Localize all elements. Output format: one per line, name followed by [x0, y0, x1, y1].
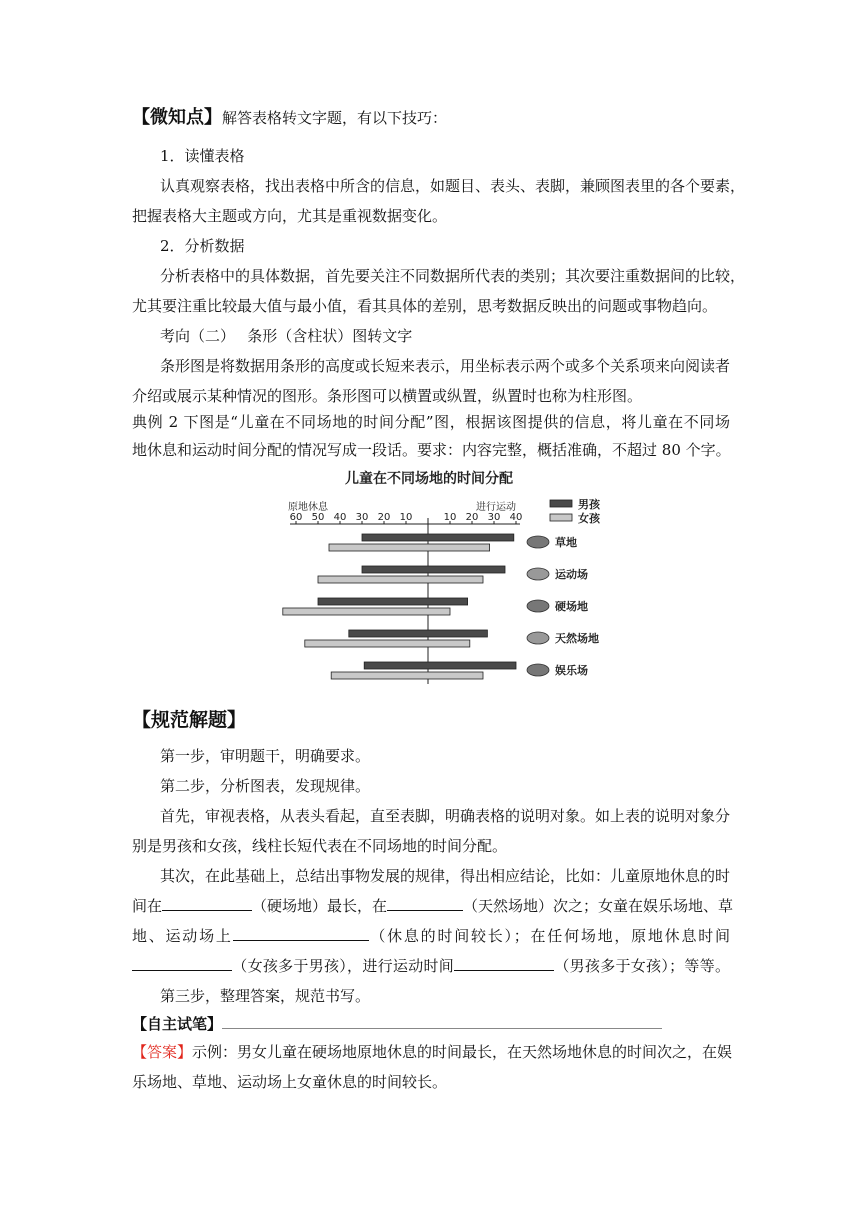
- category-label: 娱乐场: [555, 664, 588, 677]
- second-text-3b: （休息的时间较长）；在任何场地，原地休息时间: [368, 927, 730, 945]
- item1-title: 1．读懂表格: [160, 147, 245, 165]
- weizhidian-intro-line: [132, 108, 732, 128]
- item2-text-2: 尤其要注重比较最大值与最小值，看其具体的差别，思考数据反映出的问题或事物趋向。: [132, 297, 718, 315]
- bar-boy: [362, 534, 514, 541]
- answer-text-1: 示例：男女儿童在硬场地原地休息的时间最长，在天然场地休息的时间次之，在娱: [192, 1043, 733, 1061]
- category-label: 运动场: [555, 568, 588, 581]
- legend-swatch: [550, 514, 572, 521]
- bar-boy: [362, 566, 505, 573]
- chart-title: 儿童在不同场地的时间分配: [345, 471, 513, 487]
- category-labels: [527, 535, 599, 677]
- legend: [550, 497, 601, 525]
- item2-title: 2．分析数据: [160, 237, 245, 255]
- kaoxiang-heading: 考向（二） 条形（含柱状）图转文字: [160, 327, 413, 345]
- legend-label: 女孩: [578, 512, 600, 525]
- right-axis-label: 进行运动: [476, 502, 516, 513]
- answer-blank-4[interactable]: [132, 956, 232, 971]
- second-text-2a: 间在: [132, 897, 163, 915]
- zizhu-label: 【自主试笔】: [132, 1015, 223, 1033]
- bar-girl: [305, 640, 470, 647]
- second-text-2b: （硬场地）最长，在: [252, 897, 388, 915]
- category-label: 草地: [555, 536, 577, 549]
- bar-girl: [331, 672, 483, 679]
- hard-court-icon: [527, 600, 549, 612]
- tick-label: 20: [377, 512, 391, 523]
- second-text-4: [132, 956, 730, 976]
- zizhu-line: [132, 1014, 732, 1034]
- natural-field-icon: [527, 632, 549, 644]
- second-text-3: [132, 926, 730, 946]
- example-line-1: 典例 2 下图是“儿童在不同场地的时间分配”图，根据该图提供的信息，将儿童在不同场: [132, 413, 730, 431]
- guifan-heading: 【规范解题】: [132, 709, 247, 731]
- bar-girl: [283, 608, 450, 615]
- grass-icon: [527, 536, 549, 548]
- tick-label: 30: [487, 512, 501, 523]
- tick-label: 60: [289, 512, 303, 523]
- playground-icon: [527, 664, 549, 676]
- tick-label: 30: [355, 512, 369, 523]
- answer-line-1: [132, 1042, 733, 1062]
- legend-label: 男孩: [578, 498, 600, 511]
- category-label: 硬场地: [555, 600, 588, 613]
- tick-label: 10: [443, 512, 457, 523]
- zizhu-write-line[interactable]: [222, 1018, 662, 1029]
- item2-text-1: 分析表格中的具体数据，首先要关注不同数据所代表的类别；其次要注重数据间的比较，: [160, 267, 746, 285]
- step3: 第三步，整理答案，规范书写。: [160, 987, 371, 1005]
- bar-intro-1: 条形图是将数据用条形的高度或长短来表示，用坐标表示两个或多个关系项来向阅读者: [160, 357, 731, 375]
- bars-group: [283, 534, 516, 679]
- left-axis-label: 原地休息: [288, 502, 328, 513]
- answer-tag: 【答案】: [132, 1043, 193, 1061]
- sports-field-icon: [527, 568, 549, 580]
- guifan-heading-line: [132, 710, 732, 731]
- item1-text-1: 认真观察表格，找出表格中所含的信息，如题目、表头、表脚，兼顾图表里的各个要素，: [160, 177, 746, 195]
- tick-label: 10: [399, 512, 413, 523]
- second-text-1: 其次，在此基础上，总结出事物发展的规律，得出相应结论，比如：儿童原地休息的时: [160, 867, 731, 885]
- answer-blank-3[interactable]: [233, 926, 369, 941]
- answer-blank-2[interactable]: [387, 896, 463, 911]
- answer-blank-1[interactable]: [162, 896, 252, 911]
- second-text-4c: （男孩多于女孩）；等等。: [554, 957, 730, 975]
- example-line-2: 地休息和运动时间分配的情况写成一段话。要求：内容完整，概括准确，不超过 80 个字。: [132, 441, 731, 459]
- answer-line-2: 乐场地、草地、运动场上女童休息的时间较长。: [132, 1073, 448, 1091]
- answer-blank-5[interactable]: [454, 956, 554, 971]
- tick-label: 40: [509, 512, 523, 523]
- bar-boy: [349, 630, 488, 637]
- bar-boy: [364, 662, 516, 669]
- bar-intro-2: 介绍或展示某种情况的图形。条形图可以横置或纵置，纵置时也称为柱形图。: [132, 387, 643, 405]
- tick-label: 50: [311, 512, 325, 523]
- tick-label: 40: [333, 512, 347, 523]
- second-text-4b: （女孩多于男孩），进行运动时间: [232, 957, 455, 975]
- item1-text-2: 把握表格大主题或方向，尤其是重视数据变化。: [132, 207, 448, 225]
- weizhidian-heading: 【微知点】: [132, 107, 222, 128]
- bar-girl: [318, 576, 483, 583]
- bar-chart-svg: [282, 466, 612, 688]
- second-text-2: [132, 896, 734, 916]
- bar-girl: [329, 544, 490, 551]
- legend-swatch: [550, 500, 572, 507]
- bar-chart: [282, 466, 612, 688]
- first-text-1: 首先，审视表格，从表头看起，直至表脚，明确表格的说明对象。如上表的说明对象分: [160, 807, 731, 825]
- second-text-3a: 地、运动场上: [132, 927, 233, 945]
- category-label: 天然场地: [555, 632, 599, 645]
- step1: 第一步，审明题干，明确要求。: [160, 747, 371, 765]
- weizhidian-intro: 解答表格转文字题，有以下技巧：: [222, 109, 448, 127]
- bar-boy: [318, 598, 468, 605]
- first-text-2: 别是男孩和女孩，线柱长短代表在不同场地的时间分配。: [132, 837, 508, 855]
- second-text-2c: （天然场地）次之；女童在娱乐场地、草: [463, 897, 734, 915]
- step2: 第二步，分析图表，发现规律。: [160, 777, 371, 795]
- tick-label: 20: [465, 512, 479, 523]
